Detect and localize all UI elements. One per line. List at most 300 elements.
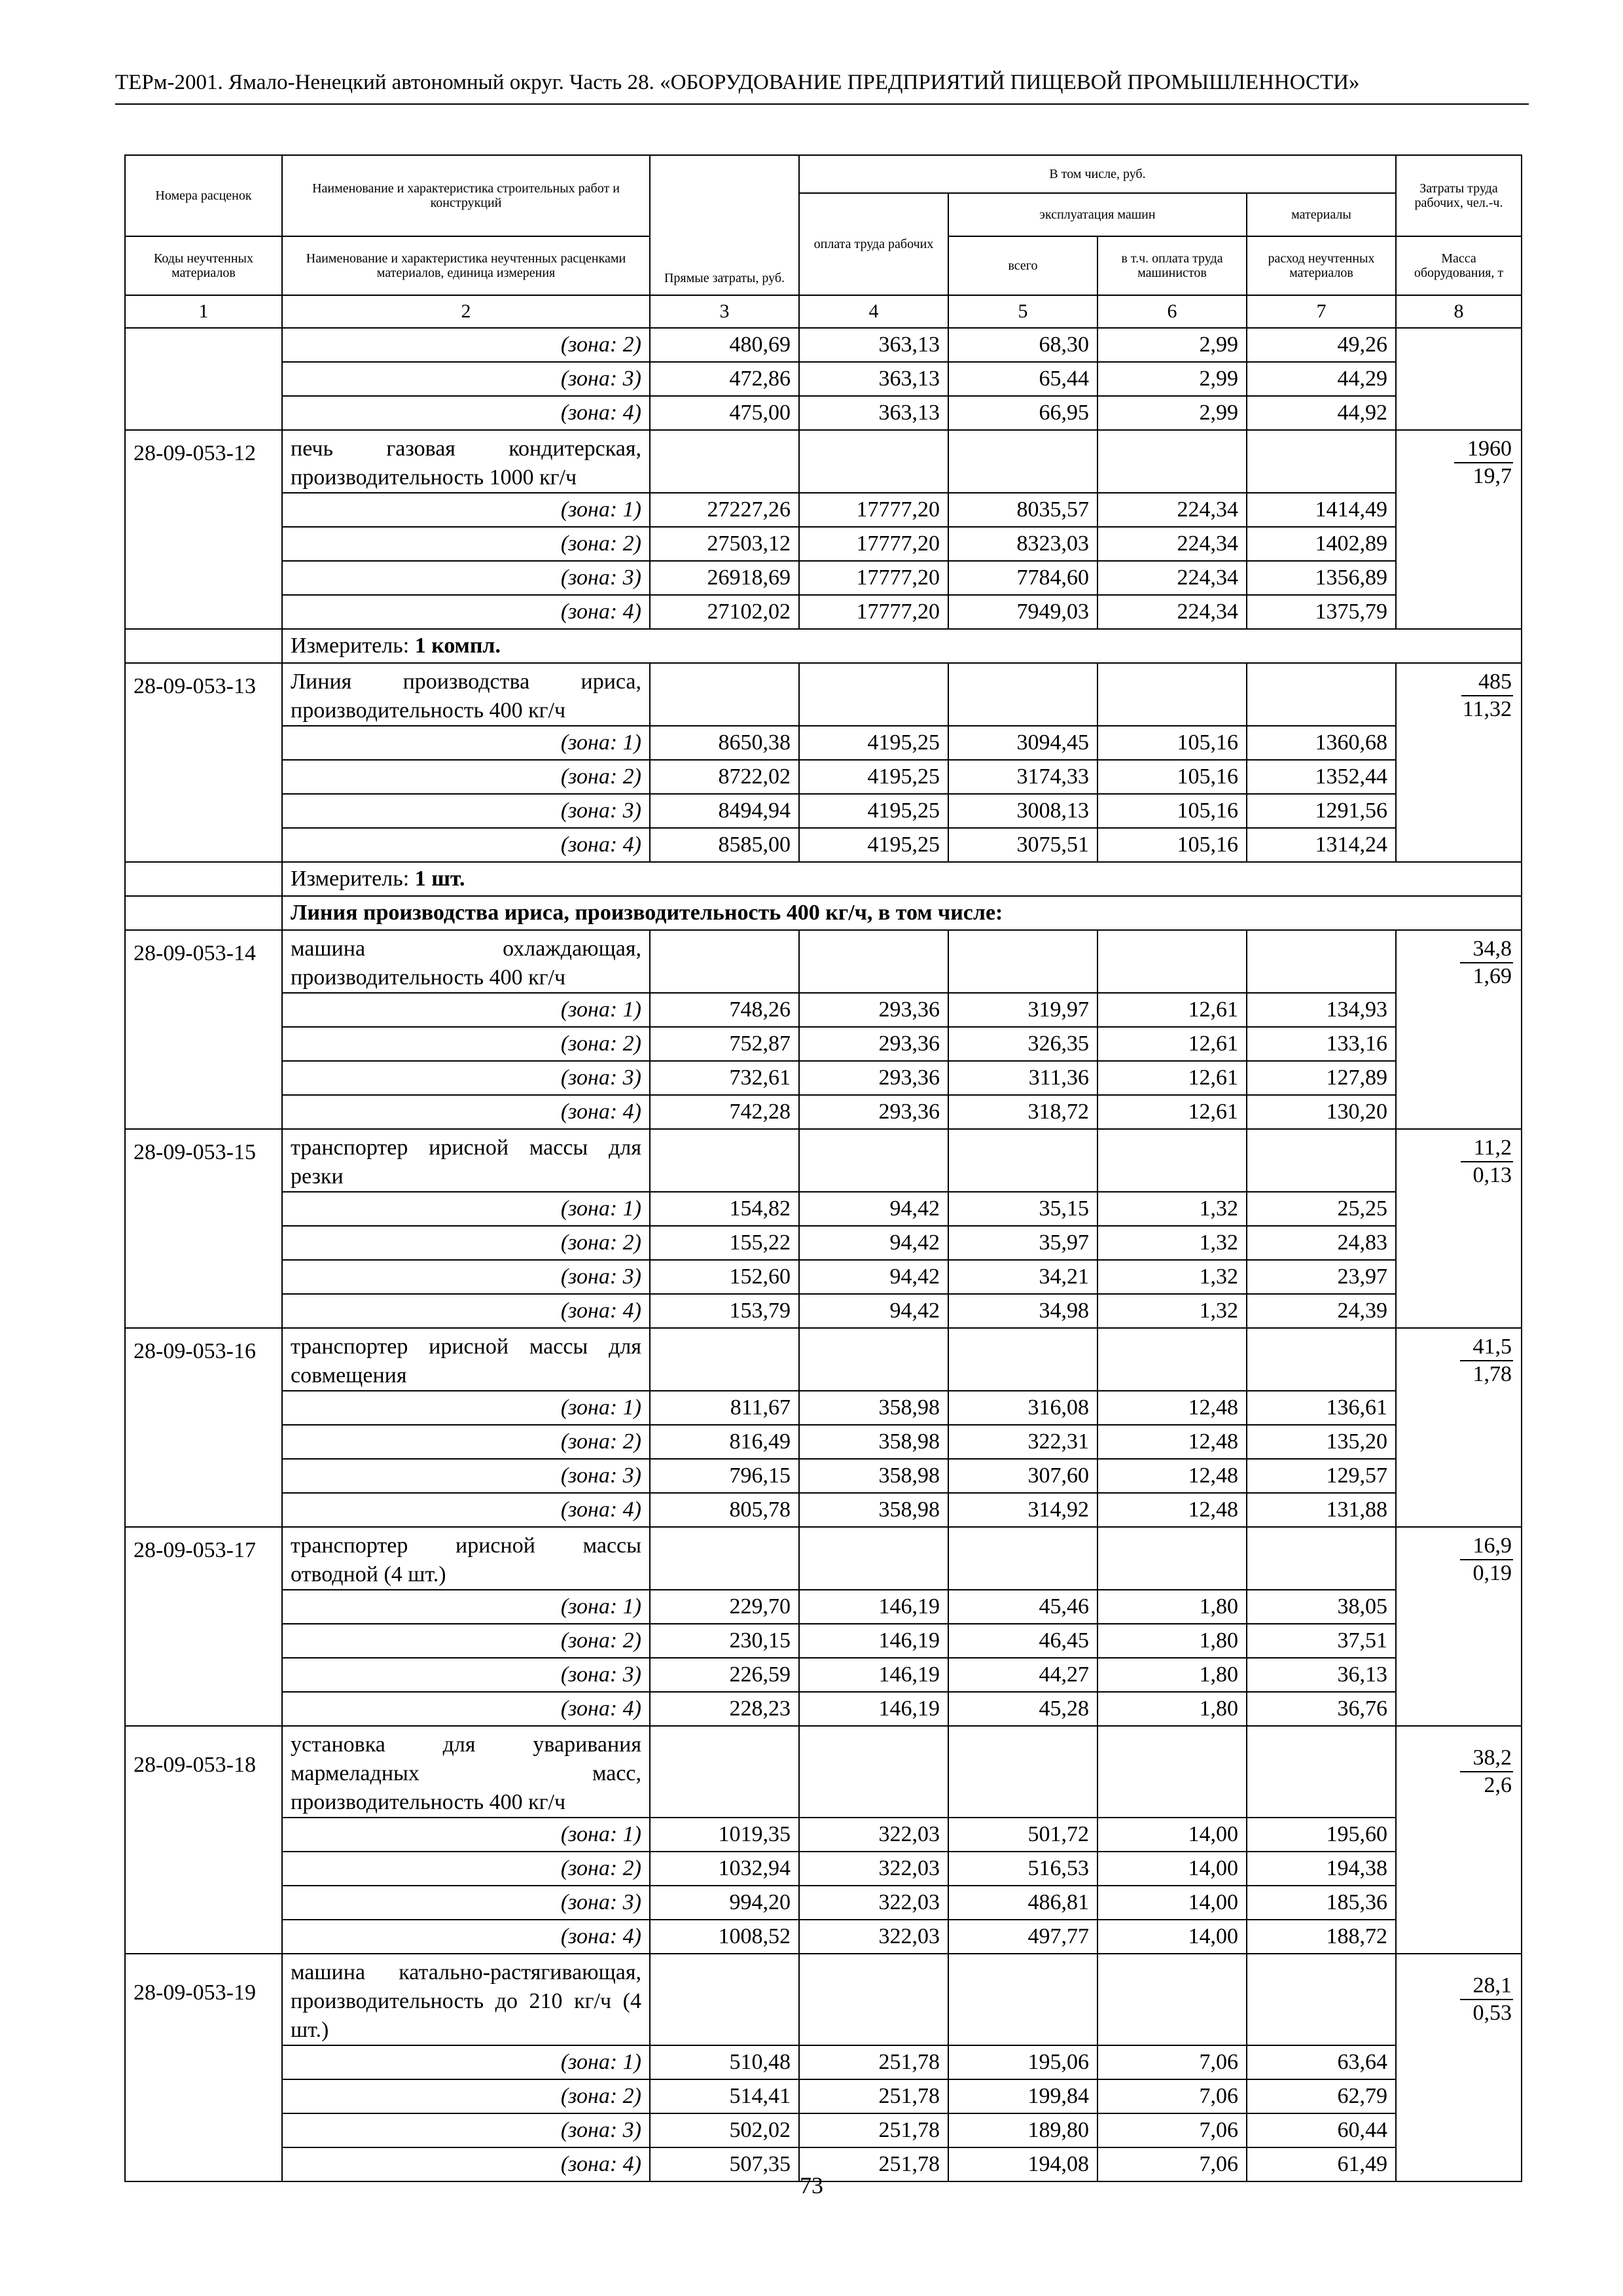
machine-ops-total: 189,80 bbox=[948, 2113, 1097, 2147]
empty-cell bbox=[1097, 1954, 1247, 2045]
labor-pay: 4195,25 bbox=[799, 760, 948, 794]
materials: 195,60 bbox=[1247, 1818, 1396, 1852]
zone-label: (зона: 4) bbox=[282, 595, 650, 629]
machine-ops-total: 7784,60 bbox=[948, 561, 1097, 595]
empty-cell bbox=[1247, 1726, 1396, 1818]
machinist-pay: 12,48 bbox=[1097, 1425, 1247, 1459]
zone-label: (зона: 2) bbox=[282, 1624, 650, 1658]
labor-pay: 293,36 bbox=[799, 1027, 948, 1061]
direct-costs: 27102,02 bbox=[650, 595, 799, 629]
rate-code: 28-09-053-17 bbox=[125, 1527, 282, 1726]
zone-label: (зона: 1) bbox=[282, 493, 650, 527]
labor-pay: 4195,25 bbox=[799, 726, 948, 760]
direct-costs: 816,49 bbox=[650, 1425, 799, 1459]
empty-cell bbox=[948, 1954, 1097, 2045]
machine-ops-total: 7949,03 bbox=[948, 595, 1097, 629]
labor-pay: 146,19 bbox=[799, 1624, 948, 1658]
equipment-mass: 1,69 bbox=[1472, 964, 1512, 988]
table-header bbox=[125, 155, 1522, 328]
machine-ops-total: 194,08 bbox=[948, 2147, 1097, 2181]
labor-pay: 94,42 bbox=[799, 1260, 948, 1294]
page-number: 73 bbox=[800, 2172, 823, 2198]
labor-hours: 485 bbox=[1461, 669, 1513, 696]
empty-cell bbox=[1247, 1527, 1396, 1590]
rate-block bbox=[125, 1328, 1522, 1527]
direct-costs: 507,35 bbox=[650, 2147, 799, 2181]
equipment-mass: 11,32 bbox=[1462, 697, 1512, 721]
direct-costs: 8650,38 bbox=[650, 726, 799, 760]
direct-costs: 805,78 bbox=[650, 1493, 799, 1527]
direct-costs: 514,41 bbox=[650, 2079, 799, 2113]
machine-ops-total: 316,08 bbox=[948, 1391, 1097, 1425]
machine-ops-total: 35,97 bbox=[948, 1226, 1097, 1260]
empty-cell bbox=[1247, 430, 1396, 493]
zone-label: (зона: 2) bbox=[282, 1027, 650, 1061]
labor-pay: 4195,25 bbox=[799, 828, 948, 862]
machine-ops-total: 501,72 bbox=[948, 1818, 1097, 1852]
direct-costs: 1019,35 bbox=[650, 1818, 799, 1852]
measure-unit bbox=[282, 629, 1522, 663]
rate-continuation bbox=[125, 328, 1522, 430]
rate-description: транспортер ирисной массы отводной (4 шт.) bbox=[282, 1527, 650, 1590]
machinist-pay: 12,61 bbox=[1097, 1027, 1247, 1061]
rate-description: транспортер ирисной массы для резки bbox=[282, 1129, 650, 1192]
measure-row bbox=[125, 629, 1522, 663]
empty-cell bbox=[1097, 430, 1247, 493]
empty-cell bbox=[1097, 1726, 1247, 1818]
labor-mass bbox=[1396, 1129, 1522, 1328]
materials: 62,79 bbox=[1247, 2079, 1396, 2113]
machine-ops-total: 326,35 bbox=[948, 1027, 1097, 1061]
machine-ops-total: 3174,33 bbox=[948, 760, 1097, 794]
materials: 136,61 bbox=[1247, 1391, 1396, 1425]
empty-cell bbox=[799, 1954, 948, 2045]
rate-block bbox=[125, 430, 1522, 629]
empty-cell bbox=[948, 1527, 1097, 1590]
empty-cell bbox=[1247, 1129, 1396, 1192]
materials: 49,26 bbox=[1247, 328, 1396, 362]
col-number: 5 bbox=[948, 295, 1097, 328]
empty-cell bbox=[948, 930, 1097, 993]
zone-label: (зона: 3) bbox=[282, 561, 650, 595]
labor-pay: 322,03 bbox=[799, 1852, 948, 1886]
empty-cell bbox=[650, 1129, 799, 1192]
equipment-mass: 0,13 bbox=[1472, 1163, 1512, 1187]
rate-block bbox=[125, 1954, 1522, 2181]
zone-label: (зона: 4) bbox=[282, 828, 650, 862]
machinist-pay: 7,06 bbox=[1097, 2113, 1247, 2147]
zone-label: (зона: 1) bbox=[282, 993, 650, 1027]
machine-ops-total: 314,92 bbox=[948, 1493, 1097, 1527]
materials: 134,93 bbox=[1247, 993, 1396, 1027]
direct-costs: 811,67 bbox=[650, 1391, 799, 1425]
empty-cell bbox=[1097, 663, 1247, 726]
col1-header-top: Номера расценок bbox=[125, 155, 282, 236]
zone-label: (зона: 1) bbox=[282, 2045, 650, 2079]
machine-ops-total: 322,31 bbox=[948, 1425, 1097, 1459]
zone-label: (зона: 3) bbox=[282, 1658, 650, 1692]
machine-ops-total: 199,84 bbox=[948, 2079, 1097, 2113]
machine-ops-total: 195,06 bbox=[948, 2045, 1097, 2079]
rate-code bbox=[125, 328, 282, 430]
col-number: 6 bbox=[1097, 295, 1247, 328]
machinist-pay: 12,61 bbox=[1097, 1095, 1247, 1129]
zone-label: (зона: 3) bbox=[282, 362, 650, 396]
direct-costs: 228,23 bbox=[650, 1692, 799, 1726]
machine-ops-total: 35,15 bbox=[948, 1192, 1097, 1226]
labor-mass bbox=[1396, 1726, 1522, 1954]
labor-pay: 358,98 bbox=[799, 1493, 948, 1527]
machinist-pay: 105,16 bbox=[1097, 828, 1247, 862]
direct-costs: 472,86 bbox=[650, 362, 799, 396]
empty-cell bbox=[1247, 663, 1396, 726]
direct-costs: 1032,94 bbox=[650, 1852, 799, 1886]
machine-ops-total: 311,36 bbox=[948, 1061, 1097, 1095]
materials: 133,16 bbox=[1247, 1027, 1396, 1061]
zone-label: (зона: 2) bbox=[282, 1425, 650, 1459]
machinist-pay: 14,00 bbox=[1097, 1852, 1247, 1886]
rate-description: печь газовая кондитерская, производительность 1000 кг/ч bbox=[282, 430, 650, 493]
labor-pay: 358,98 bbox=[799, 1425, 948, 1459]
rate-block bbox=[125, 1129, 1522, 1328]
direct-costs: 8494,94 bbox=[650, 794, 799, 828]
direct-costs: 510,48 bbox=[650, 2045, 799, 2079]
materials-sub-header: расход неучтенных материалов bbox=[1247, 236, 1396, 295]
labor-pay: 17777,20 bbox=[799, 527, 948, 561]
machine-ops-total: 68,30 bbox=[948, 328, 1097, 362]
direct-costs: 502,02 bbox=[650, 2113, 799, 2147]
labor-hours: 1960 bbox=[1454, 436, 1513, 463]
machine-ops-total: 46,45 bbox=[948, 1624, 1097, 1658]
labor-pay: 293,36 bbox=[799, 993, 948, 1027]
labor-mass bbox=[1396, 430, 1522, 629]
labor-pay: 4195,25 bbox=[799, 794, 948, 828]
labor-pay: 358,98 bbox=[799, 1459, 948, 1493]
direct-costs: 752,87 bbox=[650, 1027, 799, 1061]
rate-code: 28-09-053-14 bbox=[125, 930, 282, 1129]
materials: 37,51 bbox=[1247, 1624, 1396, 1658]
machine-ops-total: 34,21 bbox=[948, 1260, 1097, 1294]
rate-code: 28-09-053-12 bbox=[125, 430, 282, 629]
machinist-pay: 1,32 bbox=[1097, 1192, 1247, 1226]
machinist-pay: 224,34 bbox=[1097, 527, 1247, 561]
col-number: 2 bbox=[282, 295, 650, 328]
machine-ops-total: 3008,13 bbox=[948, 794, 1097, 828]
labor-pay: 94,42 bbox=[799, 1226, 948, 1260]
labor-pay: 146,19 bbox=[799, 1590, 948, 1624]
col-number: 7 bbox=[1247, 295, 1396, 328]
machine-ops-total: 44,27 bbox=[948, 1658, 1097, 1692]
labor-pay: 251,78 bbox=[799, 2147, 948, 2181]
labor-pay: 363,13 bbox=[799, 362, 948, 396]
machinist-pay: 1,80 bbox=[1097, 1624, 1247, 1658]
materials: 24,83 bbox=[1247, 1226, 1396, 1260]
col-number: 8 bbox=[1396, 295, 1522, 328]
rate-description: машина охлаждающая, производительность 400 кг/ч bbox=[282, 930, 650, 993]
direct-costs: 26918,69 bbox=[650, 561, 799, 595]
materials: 44,29 bbox=[1247, 362, 1396, 396]
equipment-mass: 19,7 bbox=[1472, 464, 1512, 488]
measure-unit bbox=[282, 862, 1522, 896]
rate-block bbox=[125, 930, 1522, 1129]
machinist-pay: 224,34 bbox=[1097, 595, 1247, 629]
machinist-pay: 1,32 bbox=[1097, 1226, 1247, 1260]
machine-ops-total: 516,53 bbox=[948, 1852, 1097, 1886]
empty-cell bbox=[799, 1129, 948, 1192]
labor-pay: 17777,20 bbox=[799, 493, 948, 527]
labor-pay: 94,42 bbox=[799, 1294, 948, 1328]
rate-code: 28-09-053-13 bbox=[125, 663, 282, 862]
zone-label: (зона: 3) bbox=[282, 1061, 650, 1095]
measure-label: Измеритель: bbox=[291, 867, 415, 891]
rate-description: транспортер ирисной массы для совмещения bbox=[282, 1328, 650, 1391]
materials: 25,25 bbox=[1247, 1192, 1396, 1226]
direct-costs: 230,15 bbox=[650, 1624, 799, 1658]
col2-header-top: Наименование и характеристика строительных работ и конструкций bbox=[282, 155, 650, 236]
measure-label: Измеритель: bbox=[291, 634, 415, 658]
direct-costs: 796,15 bbox=[650, 1459, 799, 1493]
machinist-pay: 105,16 bbox=[1097, 794, 1247, 828]
materials: 1356,89 bbox=[1247, 561, 1396, 595]
labor-pay: 363,13 bbox=[799, 396, 948, 430]
empty-cell bbox=[125, 896, 282, 930]
labor-pay-header: оплата труда рабочих bbox=[799, 193, 948, 295]
mass-header: Масса оборудования, т bbox=[1396, 236, 1522, 295]
materials: 1402,89 bbox=[1247, 527, 1396, 561]
machinist-pay: 224,34 bbox=[1097, 561, 1247, 595]
machinist-pay-header: в т.ч. оплата труда машинистов bbox=[1097, 236, 1247, 295]
rate-block bbox=[125, 663, 1522, 862]
direct-costs: 480,69 bbox=[650, 328, 799, 362]
machinist-pay: 12,48 bbox=[1097, 1493, 1247, 1527]
empty-cell bbox=[650, 1726, 799, 1818]
rate-code: 28-09-053-18 bbox=[125, 1726, 282, 1954]
machinist-pay: 12,48 bbox=[1097, 1391, 1247, 1425]
zone-label: (зона: 2) bbox=[282, 328, 650, 362]
labor-pay: 293,36 bbox=[799, 1061, 948, 1095]
direct-costs: 152,60 bbox=[650, 1260, 799, 1294]
empty-cell bbox=[799, 430, 948, 493]
empty-cell bbox=[1097, 1527, 1247, 1590]
empty-cell bbox=[650, 1527, 799, 1590]
zone-label: (зона: 2) bbox=[282, 1226, 650, 1260]
direct-costs: 732,61 bbox=[650, 1061, 799, 1095]
machinist-pay: 224,34 bbox=[1097, 493, 1247, 527]
direct-costs: 742,28 bbox=[650, 1095, 799, 1129]
machinist-pay: 1,80 bbox=[1097, 1692, 1247, 1726]
labor-mass bbox=[1396, 1954, 1522, 2181]
zone-label: (зона: 1) bbox=[282, 1818, 650, 1852]
machinist-pay: 1,32 bbox=[1097, 1260, 1247, 1294]
measure-value: 1 шт. bbox=[414, 867, 465, 891]
machinist-pay: 105,16 bbox=[1097, 760, 1247, 794]
machinist-pay: 2,99 bbox=[1097, 328, 1247, 362]
labor-pay: 322,03 bbox=[799, 1886, 948, 1920]
machinist-pay: 14,00 bbox=[1097, 1818, 1247, 1852]
empty-cell bbox=[1097, 930, 1247, 993]
rate-code: 28-09-053-15 bbox=[125, 1129, 282, 1328]
machinist-pay: 14,00 bbox=[1097, 1886, 1247, 1920]
zone-label: (зона: 2) bbox=[282, 527, 650, 561]
labor-hours: 28,1 bbox=[1460, 1973, 1514, 2000]
machinist-pay: 2,99 bbox=[1097, 362, 1247, 396]
direct-costs: 27503,12 bbox=[650, 527, 799, 561]
direct-costs: 27227,26 bbox=[650, 493, 799, 527]
materials: 1291,56 bbox=[1247, 794, 1396, 828]
labor-mass bbox=[1396, 663, 1522, 862]
col1-header-bottom: Коды неучтенных материалов bbox=[125, 236, 282, 295]
equipment-mass: 0,53 bbox=[1472, 2001, 1512, 2025]
equipment-mass: 0,19 bbox=[1472, 1561, 1512, 1585]
labor-pay: 251,78 bbox=[799, 2113, 948, 2147]
zone-label: (зона: 4) bbox=[282, 2147, 650, 2181]
labor-pay: 146,19 bbox=[799, 1658, 948, 1692]
materials: 23,97 bbox=[1247, 1260, 1396, 1294]
empty-cell bbox=[1247, 1328, 1396, 1391]
labor-pay: 251,78 bbox=[799, 2045, 948, 2079]
machine-ops-total: 307,60 bbox=[948, 1459, 1097, 1493]
machinist-pay: 1,32 bbox=[1097, 1294, 1247, 1328]
equipment-mass: 1,78 bbox=[1472, 1362, 1512, 1386]
measure-row bbox=[125, 862, 1522, 930]
rate-code: 28-09-053-19 bbox=[125, 1954, 282, 2181]
labor-pay: 94,42 bbox=[799, 1192, 948, 1226]
empty-cell bbox=[650, 1328, 799, 1391]
materials: 1360,68 bbox=[1247, 726, 1396, 760]
labor-hours: 11,2 bbox=[1461, 1135, 1513, 1162]
empty-cell bbox=[799, 663, 948, 726]
labor-costs-header: Затраты труда рабочих, чел.-ч. bbox=[1396, 155, 1522, 236]
materials: 24,39 bbox=[1247, 1294, 1396, 1328]
empty-cell bbox=[799, 1328, 948, 1391]
direct-costs: 994,20 bbox=[650, 1886, 799, 1920]
materials: 36,76 bbox=[1247, 1692, 1396, 1726]
empty-cell bbox=[125, 862, 282, 896]
zone-label: (зона: 2) bbox=[282, 760, 650, 794]
rate-description: установка для уваривания мармеладных масс, производительность 400 кг/ч bbox=[282, 1726, 650, 1818]
rates-table bbox=[124, 154, 1522, 2182]
zone-label: (зона: 4) bbox=[282, 1692, 650, 1726]
materials: 61,49 bbox=[1247, 2147, 1396, 2181]
zone-label: (зона: 1) bbox=[282, 1590, 650, 1624]
zone-label: (зона: 3) bbox=[282, 1459, 650, 1493]
empty-cell bbox=[948, 663, 1097, 726]
labor-mass bbox=[1396, 930, 1522, 1129]
machine-ops-total: 66,95 bbox=[948, 396, 1097, 430]
rate-block bbox=[125, 1726, 1522, 1954]
zone-label: (зона: 2) bbox=[282, 1852, 650, 1886]
zone-label: (зона: 3) bbox=[282, 2113, 650, 2147]
direct-costs: 155,22 bbox=[650, 1226, 799, 1260]
materials: 127,89 bbox=[1247, 1061, 1396, 1095]
header-rule bbox=[115, 103, 1529, 105]
direct-costs: 8585,00 bbox=[650, 828, 799, 862]
direct-costs: 748,26 bbox=[650, 993, 799, 1027]
labor-pay: 251,78 bbox=[799, 2079, 948, 2113]
materials: 36,13 bbox=[1247, 1658, 1396, 1692]
empty-cell bbox=[948, 430, 1097, 493]
machinist-pay: 7,06 bbox=[1097, 2045, 1247, 2079]
machinist-pay: 1,80 bbox=[1097, 1658, 1247, 1692]
materials: 188,72 bbox=[1247, 1920, 1396, 1954]
empty-cell bbox=[1247, 930, 1396, 993]
rate-description: Линия производства ириса, производительность 400 кг/ч bbox=[282, 663, 650, 726]
machinist-pay: 1,80 bbox=[1097, 1590, 1247, 1624]
machinist-pay: 12,61 bbox=[1097, 1061, 1247, 1095]
labor-mass bbox=[1396, 1328, 1522, 1527]
labor-pay: 17777,20 bbox=[799, 561, 948, 595]
direct-costs: 154,82 bbox=[650, 1192, 799, 1226]
materials: 185,36 bbox=[1247, 1886, 1396, 1920]
zone-label: (зона: 1) bbox=[282, 1192, 650, 1226]
machine-ops-total: 8323,03 bbox=[948, 527, 1097, 561]
empty-cell bbox=[1247, 1954, 1396, 2045]
measure-value: 1 компл. bbox=[414, 634, 501, 658]
empty-cell bbox=[948, 1726, 1097, 1818]
labor-pay: 322,03 bbox=[799, 1920, 948, 1954]
machinist-pay: 14,00 bbox=[1097, 1920, 1247, 1954]
machinist-pay: 105,16 bbox=[1097, 726, 1247, 760]
zone-label: (зона: 3) bbox=[282, 1886, 650, 1920]
empty-cell bbox=[650, 930, 799, 993]
direct-costs: 153,79 bbox=[650, 1294, 799, 1328]
rate-description: машина катально-растягивающая, производительность до 210 кг/ч (4 шт.) bbox=[282, 1954, 650, 2045]
materials: 194,38 bbox=[1247, 1852, 1396, 1886]
empty-cell bbox=[125, 629, 282, 663]
labor-pay: 363,13 bbox=[799, 328, 948, 362]
materials: 135,20 bbox=[1247, 1425, 1396, 1459]
running-header: ТЕРм-2001. Ямало-Ненецкий автономный округ. Часть 28. «ОБОРУДОВАНИЕ ПРЕДПРИЯТИЙ ПИЩЕВОЙ ПРОМЫШЛЕННОСТИ» bbox=[115, 71, 1360, 94]
empty-cell bbox=[799, 930, 948, 993]
machinist-pay: 12,48 bbox=[1097, 1459, 1247, 1493]
materials: 1314,24 bbox=[1247, 828, 1396, 862]
zone-label: (зона: 1) bbox=[282, 1391, 650, 1425]
labor-mass bbox=[1396, 328, 1522, 430]
empty-cell bbox=[1097, 1328, 1247, 1391]
rate-code: 28-09-053-16 bbox=[125, 1328, 282, 1527]
empty-cell bbox=[1097, 1129, 1247, 1192]
direct-costs: 226,59 bbox=[650, 1658, 799, 1692]
zone-label: (зона: 1) bbox=[282, 726, 650, 760]
labor-pay: 17777,20 bbox=[799, 595, 948, 629]
machinist-pay: 2,99 bbox=[1097, 396, 1247, 430]
machine-ops-total: 497,77 bbox=[948, 1920, 1097, 1954]
direct-costs: 8722,02 bbox=[650, 760, 799, 794]
empty-cell bbox=[650, 663, 799, 726]
materials-header: материалы bbox=[1247, 193, 1396, 236]
direct-costs: 229,70 bbox=[650, 1590, 799, 1624]
direct-costs: 475,00 bbox=[650, 396, 799, 430]
total-header: всего bbox=[948, 236, 1097, 295]
rate-block bbox=[125, 1527, 1522, 1726]
machine-ops-total: 319,97 bbox=[948, 993, 1097, 1027]
zone-label: (зона: 4) bbox=[282, 1294, 650, 1328]
group-title: Линия производства ириса, производительность 400 кг/ч, в том числе: bbox=[282, 896, 1522, 930]
materials: 130,20 bbox=[1247, 1095, 1396, 1129]
equipment-mass: 2,6 bbox=[1484, 1773, 1512, 1797]
materials: 63,64 bbox=[1247, 2045, 1396, 2079]
materials: 1375,79 bbox=[1247, 595, 1396, 629]
machinist-pay: 7,06 bbox=[1097, 2147, 1247, 2181]
zone-label: (зона: 4) bbox=[282, 1095, 650, 1129]
empty-cell bbox=[650, 430, 799, 493]
materials: 1414,49 bbox=[1247, 493, 1396, 527]
machine-ops-total: 65,44 bbox=[948, 362, 1097, 396]
machinist-pay: 12,61 bbox=[1097, 993, 1247, 1027]
direct-costs: 1008,52 bbox=[650, 1920, 799, 1954]
direct-costs-header: Прямые затраты, руб. bbox=[650, 155, 799, 295]
zone-label: (зона: 3) bbox=[282, 1260, 650, 1294]
